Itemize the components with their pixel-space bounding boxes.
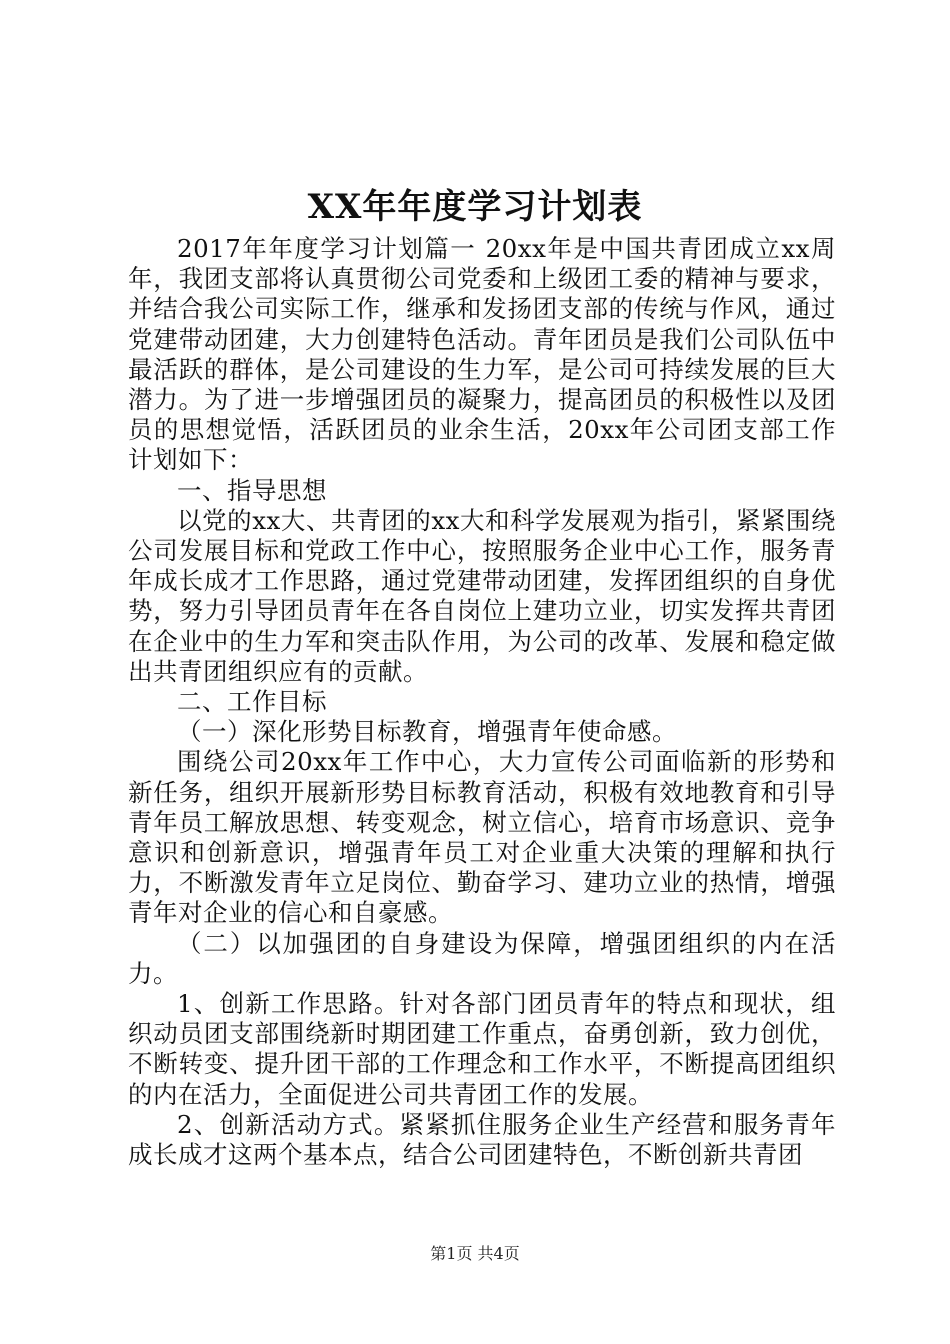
subheading-goal-one: （一）深化形势目标教育，增强青年使命感。 <box>177 717 677 747</box>
document-title: XX年年度学习计划表 <box>307 187 643 227</box>
paragraph-innovate-activities: 2、创新活动方式。紧紧抓住服务企业生产经营和服务青年成长成才这两个基本点，结合公司团建特色，不断创新共青团 <box>128 1109 836 1170</box>
heading-guiding-ideology: 一、指导思想 <box>177 475 327 505</box>
paragraph-guiding-ideology: 以党的xx大、共青团的xx大和科学发展观为指引，紧紧围绕公司发展目标和党政工作中心，按照服务企业中心工作，服务青年成长成才工作思路，通过党建带动团建，发挥团组织的自身优势，努力引导团员青年在各自岗位上建功立业，切实发挥共青团在企业中的生力军和突击队作用，为公司的改革、发展和稳定做出共青团组织应有的贡献。 <box>128 505 836 686</box>
paragraph-goal-one: 围绕公司20xx年工作中心，大力宣传公司面临新的形势和新任务，组织开展新形势目标教育活动，积极有效地教育和引导青年员工解放思想、转变观念，树立信心，培育市场意识、竞争意识和创新意识，增强青年员工对企业重大决策的理解和执行力，不断激发青年立足岗位、勤奋学习、建功立业的热情，增强青年对企业的信心和自豪感。 <box>128 747 836 928</box>
subheading-goal-two: （二）以加强团的自身建设为保障，增强团组织的内在活力。 <box>128 928 836 988</box>
paragraph-intro: 2017年年度学习计划篇一 20xx年是中国共青团成立xx周年，我团支部将认真贯彻公司党委和上级团工委的精神与要求，并结合我公司实际工作，继承和发扬团支部的传统与作风，通过党建带动团建，大力创建特色活动。青年团员是我们公司队伍中最活跃的群体，是公司建设的生力军，是公司可持续发展的巨大潜力。为了进一步增强团员的凝聚力，提高团员的积极性以及团员的思想觉悟，活跃团员的业余生活，20xx年公司团支部工作计划如下： <box>128 234 836 475</box>
heading-work-goals: 二、工作目标 <box>177 687 327 717</box>
paragraph-innovate-thinking: 1、创新工作思路。针对各部门团员青年的特点和现状，组织动员团支部围绕新时期团建工作重点，奋勇创新，致力创优，不断转变、提升团干部的工作理念和工作水平，不断提高团组织的内在活力，全面促进公司共青团工作的发展。 <box>128 989 836 1109</box>
page-number-footer: 第1页 共4页 <box>430 1244 520 1263</box>
document-body <box>128 234 836 1170</box>
